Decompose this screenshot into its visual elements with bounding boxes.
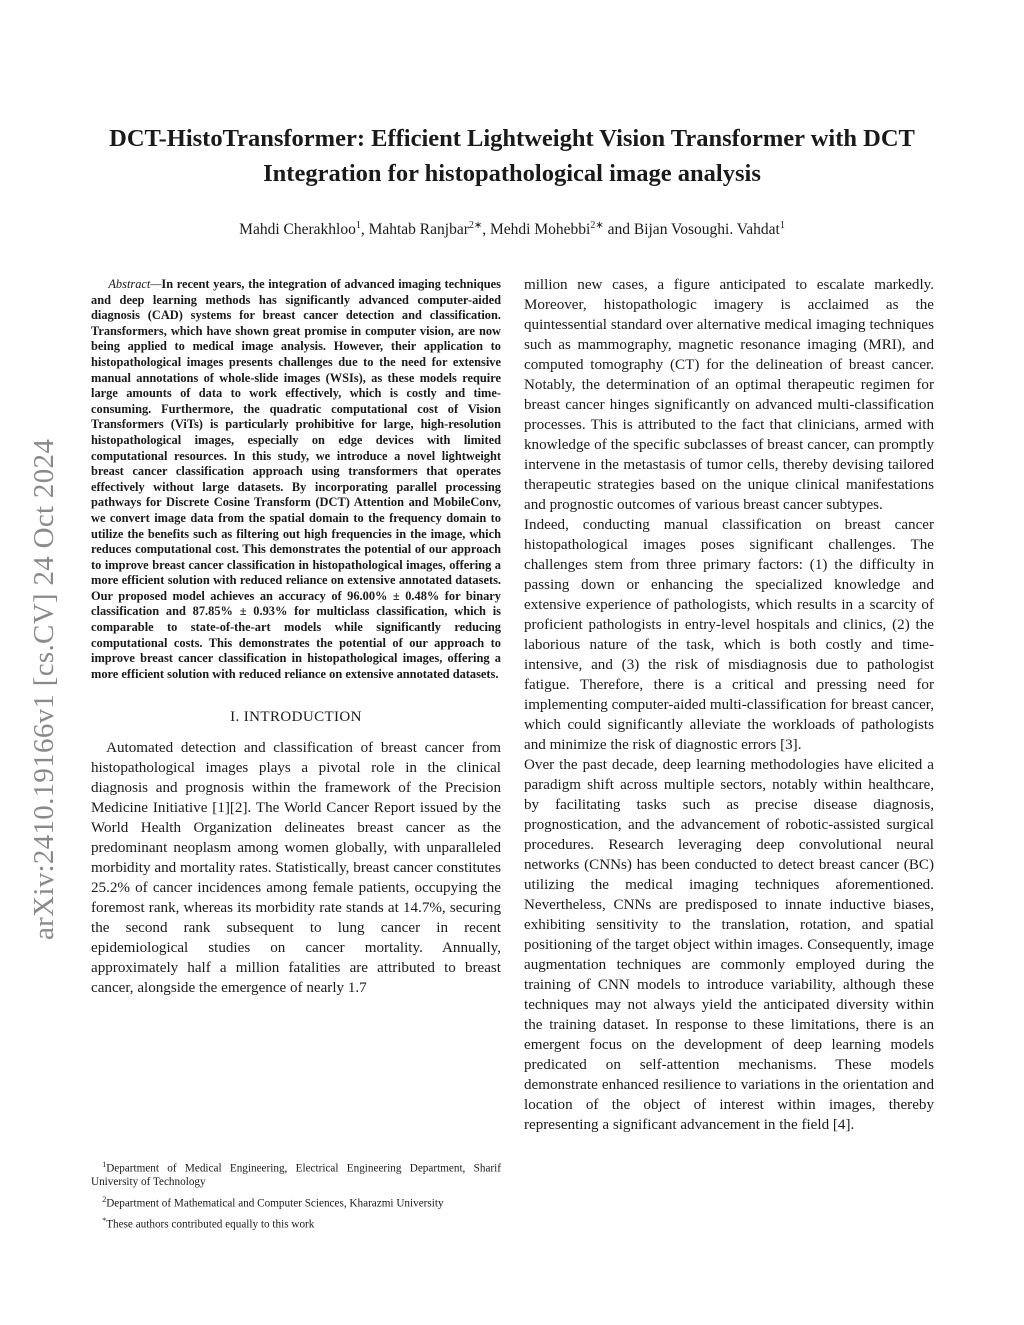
author-separator: , [482, 221, 491, 239]
body-paragraph: Over the past decade, deep learning methodologies have elicited a paradigm shift across multiple sectors, notably within healthcare, by facilitating tasks such as precise disease diagnosis, prognostication, and the advancement of robotic-assisted surgical procedures. Research leveraging deep convolutional neural networks (CNNs) has been conducted to detect breast cancer (BC) utilizing the medical imaging techniques aforementioned. Nevertheless, CNNs are predisposed to innate inductive biases, exhibiting sensitivity to the translation, rotation, and spatial positioning of the target object within images. Consequently, image augmentation techniques are commonly employed during the training of CNN models to introduce variability, although these techniques may not always yield the anticipated diversity within the training dataset. In response to these limitations, there is an emergent focus on the development of deep learning models predicated on self-attention mechanisms. These models demonstrate enhanced resilience to variations in the orientation and location of the object of interest within images, thereby representing a significant advancement in the field [4]. [524, 757, 934, 1133]
section-heading-introduction: I. INTRODUCTION [230, 709, 362, 726]
author-name: Mahdi Cherakhloo [239, 221, 356, 239]
author-list [60, 215, 964, 241]
footnote-text: These authors contributed equally to this work [106, 1218, 315, 1231]
author-affiliation-mark: 1 [779, 220, 785, 231]
footnote [91, 1214, 501, 1232]
paper-title: DCT-HistoTransformer: Efficient Lightweight Vision Transformer with DCT Integration for histopathological image analysis [109, 125, 915, 187]
abstract-label: Abstract— [108, 277, 162, 291]
author-name: Bijan Vosoughi. Vahdat [633, 221, 780, 239]
footnote-mark: * [102, 1215, 107, 1225]
author-affiliation-mark: 2∗ [468, 220, 483, 231]
footnote-mark: 1 [102, 1160, 107, 1169]
footnote [91, 1158, 501, 1190]
author-name: Mehdi Mohebbi [490, 221, 591, 239]
footnote-text: Department of Medical Engineering, Electrical Engineering Department, Sharif University of Technology [91, 1162, 501, 1189]
footnote-mark: 2 [102, 1194, 107, 1204]
author-name: Mahtab Ranjbar [368, 221, 469, 239]
right-column [524, 275, 934, 1135]
footnote [91, 1193, 501, 1211]
introduction-paragraph: Automated detection and classification of breast cancer from histopathological images plays a pivotal role in the clinical diagnosis and prognosis within the framework of the Precision Medicine Initiative [1][2]. The World Cancer Report issued by the World Health Organization delineates breast cancer as the predominant neoplasm among women globally, with unparalleled morbidity and mortality rates. Statistically, breast cancer constitutes 25.2% of cancer incidences among female patients, occupying the foremost rank, whereas its morbidity rate stands at 14.7%, securing the second rank subsequent to lung cancer in recent epidemiological studies on cancer mortality. Annually, approximately half a million fatalities are attributed to breast cancer, alongside the emergence of nearly 1.7 [91, 740, 501, 997]
author-separator: , [360, 221, 369, 239]
author-affiliation-mark: 1 [355, 220, 361, 231]
arxiv-identifier: arXiv:2410.19166v1 [cs.CV] 24 Oct 2024 [28, 438, 60, 940]
left-column [91, 277, 501, 998]
footnote-text: Department of Mathematical and Computer Sciences, Kharazmi University [106, 1197, 444, 1210]
footnotes [91, 1158, 501, 1235]
abstract-text: In recent years, the integration of advanced imaging techniques and deep learning methods has significantly advanced computer-aided diagnosis (CAD) systems for breast cancer detection and classification. Transformers, which have shown great promise in computer vision, are now being applied to medical image analysis. However, their application to histopathological images presents challenges due to the need for extensive manual annotations of whole-slide images (WSIs), as these models require large amounts of data to work effectively, which is costly and time-consuming. Furthermore, the quadratic computational cost of Vision Transformers (ViTs) is particularly prohibitive for large, high-resolution histopathological images, especially on edge devices with limited computational resources. In this study, we introduce a novel lightweight breast cancer classification approach using transformers that operates effectively without large datasets. By incorporating parallel processing pathways for Discrete Cosine Transform (DCT) Attention and MobileConv, we convert image data from the spatial domain to the frequency domain to utilize the benefits such as filtering out high frequencies in the image, which reduces computational cost. This demonstrates the potential of our approach to improve breast cancer classification in histopathological images, offering a more efficient solution with reduced reliance on extensive annotated datasets. Our proposed model achieves an accuracy of 96.00% ± 0.48% for binary classification and 87.85% ± 0.93% for multiclass classification, which is comparable to state-of-the-art models while significantly reducing computational costs. This demonstrates the potential of our approach to improve breast cancer classification in histopathological images, offering a more efficient solution with reduced reliance on extensive annotated datasets. [91, 277, 501, 681]
body-paragraph: million new cases, a figure anticipated to escalate markedly. Moreover, histopathologic imagery is acclaimed as the quintessential standard over alternative medical imaging techniques such as mammography, magnetic resonance imaging (MRI), and computed tomography (CT) for the delineation of breast cancer. Notably, the determination of an optimal therapeutic regimen for breast cancer hinges significantly on advanced multi-classification processes. This is attributed to the fact that clinicians, armed with knowledge of the specific subclasses of breast cancer, can promptly intervene in the metastasis of tumor cells, thereby devising tailored therapeutic strategies based on the unique clinical manifestations and prognostic outcomes of various breast cancer subtypes. [524, 277, 934, 513]
author-separator: and [603, 221, 634, 239]
body-paragraph: Indeed, conducting manual classification on breast cancer histopathological images poses significant challenges. The challenges stem from three primary factors: (1) the difficulty in passing down or enhancing the specialized knowledge and extensive experience of pathologists, which results in a scarcity of proficient pathologists in entry-level hospitals and clinics, (2) the laborious nature of the task, which is both costly and time-intensive, and (3) the risk of misdiagnosis due to pathologist fatigue. Therefore, there is a critical and pressing need for implementing computer-aided multi-classification for breast cancer, which could significantly alleviate the workloads of pathologists and minimize the risk of diagnostic errors [3]. [524, 517, 934, 753]
abstract [91, 277, 501, 682]
author-affiliation-mark: 2∗ [590, 220, 604, 231]
